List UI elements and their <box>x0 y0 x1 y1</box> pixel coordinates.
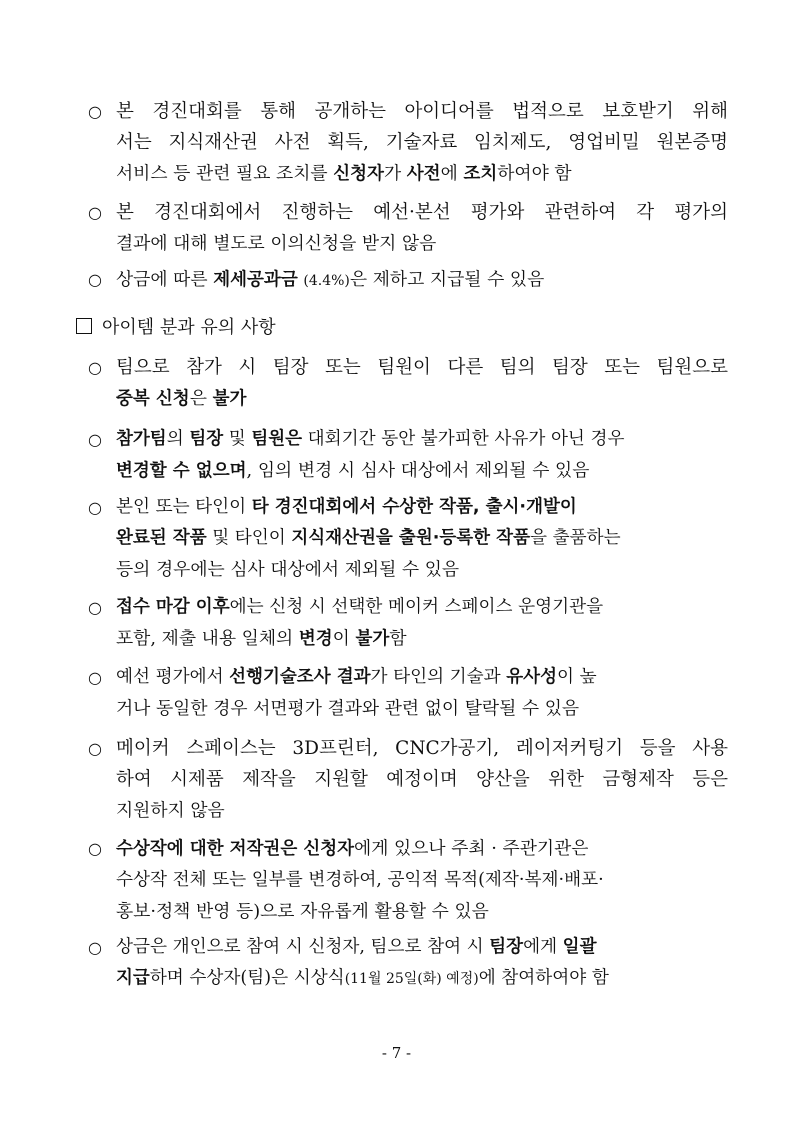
body-text: 거나 동일한 경우 서면평가 결과와 관련 없이 탈락될 수 있음 <box>116 698 580 719</box>
note-line <box>88 96 728 127</box>
body-text: 하여 시제품 제작을 지원할 예정이며 양산을 위한 금형제작 등은 <box>116 769 728 790</box>
emphasis-text: 조치 <box>463 164 498 184</box>
body-text: 하여야 함 <box>497 163 572 184</box>
body-text: 예선 평가에서 <box>116 667 230 687</box>
body-text: 및 <box>223 429 252 449</box>
checkbox-square-icon <box>76 318 92 334</box>
body-text: 이 높 <box>556 667 597 687</box>
note-line <box>88 764 728 795</box>
body-text: 에게 <box>523 937 563 957</box>
body-text: 포함, 제출 내용 일체의 <box>116 628 299 649</box>
body-text: 수상작 전체 또는 일부를 변경하여, 공익적 목적(제작·복제·배포· <box>116 870 604 890</box>
bullet-circle-icon: ○ <box>88 270 102 289</box>
note-item <box>88 592 728 655</box>
body-text: 메이커 스페이스는 3D프린터, CNC가공기, 레이저커팅기 등을 사용 <box>116 738 728 759</box>
note-item <box>88 264 728 297</box>
note-line <box>88 833 728 865</box>
note-item <box>88 492 728 585</box>
body-text: 팀으로 참가 시 팀장 또는 팀원이 다른 팀의 팀장 또는 팀원으로 <box>116 357 728 378</box>
note-line <box>88 127 728 158</box>
note-line <box>88 523 728 554</box>
note-line <box>88 455 728 487</box>
section-heading <box>76 314 276 342</box>
note-line <box>88 352 728 383</box>
body-text: 은 <box>189 388 213 409</box>
note-line <box>88 492 728 523</box>
emphasis-text: 선행기술조사 결과 <box>229 667 371 687</box>
body-text: 서비스 등 관련 필요 조치를 <box>116 163 334 184</box>
body-text: 함 <box>389 628 407 649</box>
body-text: , 임의 변경 시 심사 대상에서 제외될 수 있음 <box>246 460 590 481</box>
body-text: (4.4%) <box>303 273 350 289</box>
bullet-circle-icon: ○ <box>88 358 102 377</box>
note-line <box>88 865 728 896</box>
emphasis-text: 제세공과금 <box>213 270 298 290</box>
note-line <box>88 733 728 764</box>
body-text: 지원하지 않음 <box>116 800 225 821</box>
body-text: 에는 신청 시 선택한 메이커 스페이스 운영기관을 <box>229 597 604 617</box>
body-text: 본인 또는 타인이 <box>116 497 252 517</box>
emphasis-text: 지식재산권을 출원·등록한 작품 <box>291 528 530 548</box>
note-line <box>88 383 728 415</box>
bullet-circle-icon: ○ <box>88 430 102 449</box>
note-item <box>88 833 728 927</box>
note-line <box>88 592 728 623</box>
emphasis-text: 신청자 <box>333 164 384 184</box>
body-text: 상금은 개인으로 참여 시 신청자, 팀으로 참여 시 <box>116 937 490 957</box>
body-text: 본 경진대회에서 진행하는 예선·본선 평가와 관련하여 각 평가의 <box>116 202 728 223</box>
emphasis-text: 사전 <box>406 164 441 184</box>
note-line <box>88 662 728 693</box>
emphasis-text: 불가 <box>355 629 390 649</box>
bullet-circle-icon: ○ <box>88 938 102 957</box>
bullet-circle-icon: ○ <box>88 739 102 758</box>
note-line <box>88 228 728 259</box>
section-title: 아이템 분과 유의 사항 <box>102 317 276 338</box>
emphasis-text: 참가팀 <box>116 429 167 449</box>
emphasis-text: 일괄 <box>562 937 597 957</box>
emphasis-text: 수상작에 대한 저작권은 신청자 <box>116 839 355 859</box>
body-text: (11월 25일(화) 예정) <box>344 971 479 987</box>
body-text: 가 <box>383 163 407 184</box>
emphasis-text: 불가 <box>212 389 247 409</box>
body-text: 홍보·정책 반영 등)으로 자유롭게 활용할 수 있음 <box>116 901 489 922</box>
emphasis-text: 유사성 <box>506 667 557 687</box>
body-text: 에 <box>440 163 464 184</box>
emphasis-text: 타 경진대회에서 수상한 작품, 출시·개발이 <box>251 497 577 517</box>
bullet-circle-icon: ○ <box>88 668 102 687</box>
body-text: 대회기간 동안 불가피한 사유가 아닌 경우 <box>302 429 625 449</box>
bullet-circle-icon: ○ <box>88 598 102 617</box>
emphasis-text: 접수 마감 이후 <box>116 597 230 617</box>
body-text: 가 타인의 기술과 <box>370 667 507 687</box>
note-item <box>88 662 728 724</box>
page-number: - 7 - <box>381 1044 412 1062</box>
note-line <box>88 963 728 995</box>
note-line <box>88 158 728 190</box>
note-line <box>88 264 728 297</box>
note-item <box>88 424 728 487</box>
bullet-circle-icon: ○ <box>88 498 102 517</box>
note-item <box>88 932 728 995</box>
body-text: 등의 경우에는 심사 대상에서 제외될 수 있음 <box>116 559 460 580</box>
body-text: 이 <box>332 628 356 649</box>
body-text: 은 제하고 지급될 수 있음 <box>349 269 545 290</box>
body-text: 본 경진대회를 통해 공개하는 아이디어를 법적으로 보호받기 위해 <box>116 101 728 122</box>
note-line <box>88 424 728 455</box>
body-text: 에 참여하여야 함 <box>478 968 609 988</box>
emphasis-text: 완료된 작품 <box>116 528 207 548</box>
body-text: 에게 있으나 주최 · 주관기관은 <box>354 838 589 859</box>
note-item <box>88 96 728 190</box>
note-line <box>88 932 728 963</box>
body-text: 결과에 대해 별도로 이의신청을 받지 않음 <box>116 233 437 254</box>
emphasis-text: 중복 신청 <box>116 389 190 409</box>
body-text: 상금에 따른 <box>116 269 214 290</box>
bullet-circle-icon: ○ <box>88 203 102 222</box>
note-line <box>88 554 728 585</box>
note-item <box>88 197 728 259</box>
emphasis-text: 팀장 <box>189 429 224 449</box>
body-text: 을 출품하는 <box>530 528 621 548</box>
bullet-circle-icon: ○ <box>88 102 102 121</box>
emphasis-text: 팀장 <box>489 937 524 957</box>
note-line <box>88 197 728 228</box>
note-line <box>88 795 728 826</box>
emphasis-text: 변경 <box>298 629 333 649</box>
emphasis-text: 팀원은 <box>251 429 303 449</box>
note-line <box>88 896 728 927</box>
emphasis-text: 지급 <box>116 968 150 988</box>
body-text: 서는 지식재산권 사전 획득, 기술자료 임치제도, 영업비밀 원본증명 <box>116 132 728 153</box>
body-text: 및 타인이 <box>206 528 292 548</box>
note-line <box>88 623 728 655</box>
note-line <box>88 693 728 724</box>
note-item <box>88 352 728 415</box>
emphasis-text: 변경할 수 없으며 <box>116 461 247 481</box>
body-text: 하며 수상자(팀)은 시상식 <box>149 968 345 988</box>
note-item <box>88 733 728 826</box>
body-text: 의 <box>166 429 190 449</box>
bullet-circle-icon: ○ <box>88 839 102 858</box>
